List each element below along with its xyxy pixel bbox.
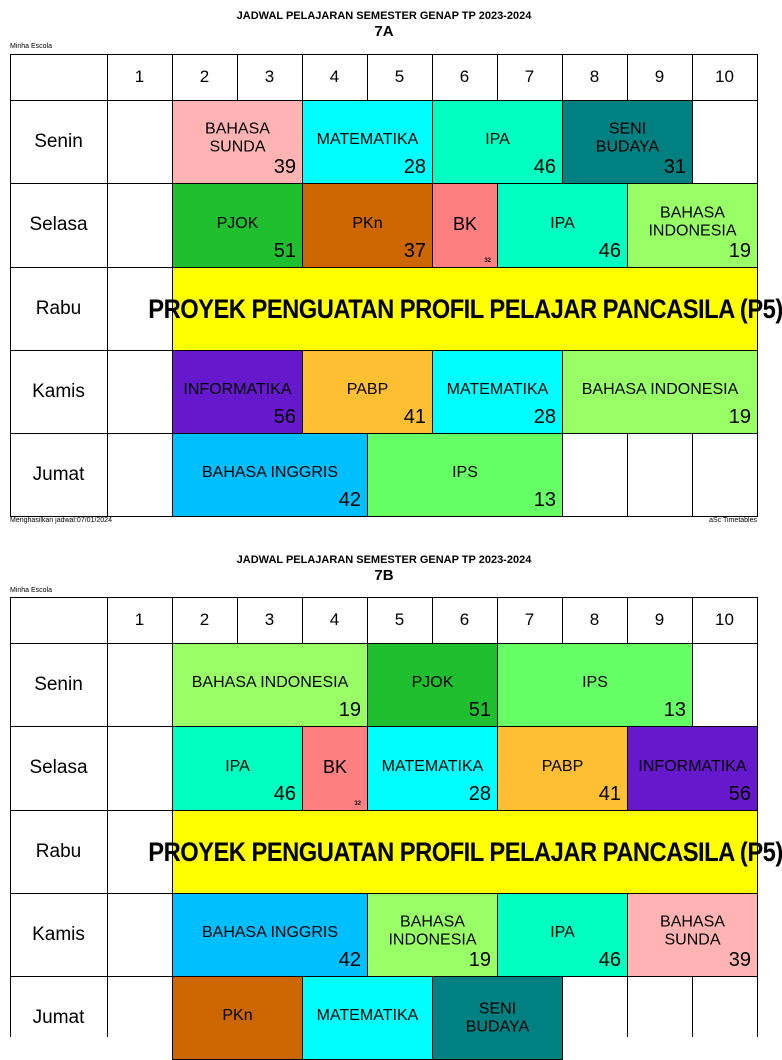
lesson-cell[interactable] [302, 976, 433, 1060]
lesson-cell[interactable] [172, 726, 303, 811]
lesson-room: 19 [338, 699, 361, 721]
lesson-subject: MATEMATIKA [316, 131, 419, 149]
lesson-subject: PKn [222, 1007, 253, 1025]
class-name: 7B [374, 567, 394, 584]
lesson-cell[interactable] [432, 976, 563, 1060]
lesson-room: 19 [728, 406, 751, 428]
lesson-room: 32 [484, 258, 491, 264]
lesson-room: 56 [728, 783, 751, 805]
lesson-subject: SENI BUDAYA [595, 120, 660, 156]
lesson-subject: BAHASA SUNDA [205, 120, 270, 156]
period-header-3: 3 [264, 67, 275, 86]
lesson-subject: IPA [550, 214, 575, 232]
lesson-room: 41 [403, 406, 426, 428]
software-credit: aSc Timetables [709, 517, 757, 524]
lesson-room: 28 [533, 406, 556, 428]
lesson-cell[interactable] [172, 893, 368, 977]
lesson-subject: MATEMATIKA [446, 381, 549, 399]
period-header-2: 2 [199, 67, 210, 86]
period-header-6: 6 [459, 610, 470, 629]
lesson-room: 39 [728, 949, 751, 971]
lesson-room: 13 [533, 489, 556, 511]
lesson-cell[interactable] [367, 893, 498, 977]
lesson-subject: BK [322, 756, 347, 777]
period-header-4: 4 [329, 67, 340, 86]
lesson-room: 56 [273, 406, 296, 428]
period-header-9: 9 [654, 610, 665, 629]
day-label-selasa: Selasa [29, 214, 88, 235]
lesson-subject: IPA [485, 131, 510, 149]
lesson-room: 39 [273, 156, 296, 178]
lesson-room: 42 [338, 489, 361, 511]
lesson-room: 28 [403, 156, 426, 178]
lesson-room: 41 [598, 783, 621, 805]
period-header-9: 9 [654, 67, 665, 86]
lesson-subject: PJOK [216, 214, 259, 232]
day-label-rabu: Rabu [35, 840, 82, 862]
period-header-8: 8 [589, 610, 600, 629]
period-header-4: 4 [329, 610, 340, 629]
lesson-subject: MATEMATIKA [381, 757, 484, 775]
lesson-room: 46 [598, 240, 621, 262]
period-header-5: 5 [394, 67, 405, 86]
period-header-2: 2 [199, 610, 210, 629]
day-label-jumat: Jumat [32, 1006, 85, 1028]
period-header-3: 3 [264, 610, 275, 629]
period-header-6: 6 [459, 67, 470, 86]
day-label-senin: Senin [34, 673, 83, 695]
lesson-subject: BK [452, 213, 477, 234]
lesson-subject: PABP [541, 757, 584, 775]
lesson-room: 46 [533, 156, 556, 178]
lesson-subject: INFORMATIKA [183, 381, 292, 399]
period-header-7: 7 [524, 67, 535, 86]
lesson-cell[interactable] [497, 643, 693, 727]
schedule-title: JADWAL PELAJARAN SEMESTER GENAP TP 2023-2024 [236, 554, 532, 566]
timetable-grid [10, 597, 782, 1037]
lesson-room: 28 [468, 783, 491, 805]
lesson-cell[interactable] [497, 726, 628, 811]
lesson-subject: MATEMATIKA [316, 1007, 419, 1025]
lesson-subject: BAHASA SUNDA [660, 913, 725, 949]
lesson-cell[interactable] [367, 726, 498, 811]
day-label-jumat: Jumat [32, 463, 85, 485]
lesson-subject: INFORMATIKA [638, 757, 747, 775]
school-name: Minha Escola [10, 43, 53, 50]
lesson-subject: IPA [550, 924, 575, 942]
lesson-room: 37 [403, 240, 426, 262]
p5-project-label: PROYEK PENGUATAN PROFIL PELAJAR PANCASILA (P5) [147, 836, 782, 867]
day-label-rabu: Rabu [35, 297, 82, 319]
lesson-cell[interactable] [367, 643, 498, 727]
lesson-subject: PABP [346, 381, 389, 399]
lesson-cell[interactable] [497, 893, 628, 977]
lesson-cell[interactable] [302, 726, 368, 811]
lesson-subject: BAHASA INGGRIS [201, 464, 339, 482]
lesson-room: 32 [354, 801, 361, 807]
period-header-1: 1 [134, 610, 145, 629]
generated-date: Menghasilkan jadwal:07/01/2024 [10, 517, 112, 524]
lesson-cell[interactable] [172, 976, 303, 1060]
period-header-10: 10 [715, 610, 734, 629]
lesson-room: 42 [338, 949, 361, 971]
lesson-subject: IPA [225, 757, 250, 775]
day-label-selasa: Selasa [29, 757, 88, 778]
lesson-room: 51 [273, 240, 296, 262]
period-header-1: 1 [134, 67, 145, 86]
day-label-kamis: Kamis [32, 923, 85, 945]
period-header-7: 7 [524, 610, 535, 629]
lesson-subject: BAHASA INDONESIA [388, 913, 477, 949]
lesson-room: 19 [728, 240, 751, 262]
lesson-room: 13 [663, 699, 686, 721]
lesson-subject: BAHASA INDONESIA [581, 381, 739, 399]
lesson-cell[interactable] [627, 726, 758, 811]
day-label-kamis: Kamis [32, 380, 85, 402]
class-name: 7A [374, 23, 394, 40]
lesson-room: 19 [468, 949, 491, 971]
lesson-subject: BAHASA INDONESIA [648, 203, 737, 239]
day-label-senin: Senin [34, 130, 83, 152]
schedule-title: JADWAL PELAJARAN SEMESTER GENAP TP 2023-2024 [236, 10, 532, 22]
period-header-8: 8 [589, 67, 600, 86]
lesson-subject: SENI BUDAYA [465, 1000, 530, 1036]
lesson-room: 46 [598, 949, 621, 971]
lesson-room: 46 [273, 783, 296, 805]
lesson-room: 31 [663, 156, 686, 178]
lesson-subject: PKn [352, 214, 383, 232]
period-header-10: 10 [715, 67, 734, 86]
period-header-5: 5 [394, 610, 405, 629]
lesson-subject: BAHASA INDONESIA [191, 674, 349, 692]
lesson-subject: IPS [582, 674, 608, 692]
school-name: Minha Escola [10, 587, 53, 594]
p5-project-banner[interactable] [147, 810, 782, 894]
lesson-subject: BAHASA INGGRIS [201, 924, 339, 942]
lesson-room: 51 [468, 699, 491, 721]
lesson-cell[interactable] [627, 893, 758, 977]
lesson-subject: IPS [452, 464, 478, 482]
p5-project-label: PROYEK PENGUATAN PROFIL PELAJAR PANCASILA (P5) [147, 293, 782, 324]
lesson-cell[interactable] [172, 643, 368, 727]
lesson-subject: PJOK [411, 674, 454, 692]
